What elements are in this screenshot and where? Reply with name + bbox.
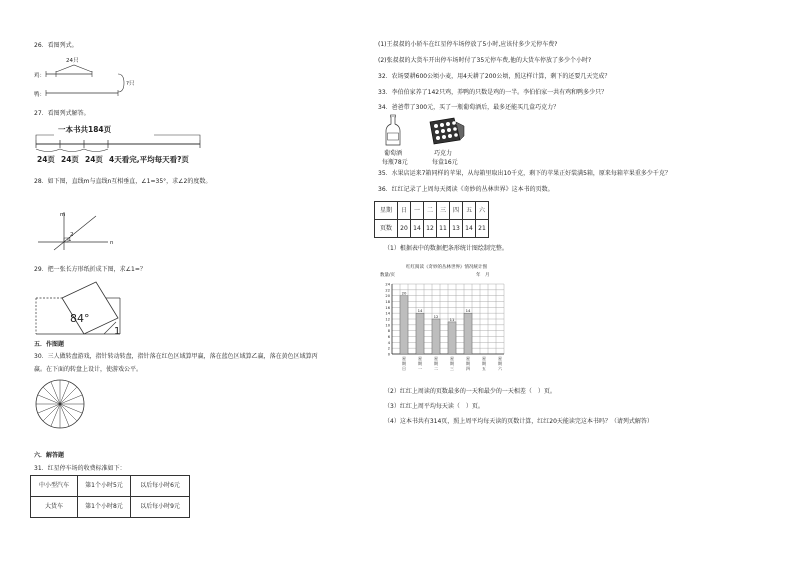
table-cell: 14	[411, 220, 424, 238]
reading-pages-table	[374, 201, 489, 238]
y-tick-label: 20	[385, 294, 390, 299]
table-cell: 星期	[375, 202, 398, 220]
table-cell: 11	[437, 220, 450, 238]
table-cell: 12	[424, 220, 437, 238]
q36-text: 36．红红记录了上周每天阅读《奇妙的丛林世界》这本书的页数。	[378, 186, 554, 193]
table-row	[31, 476, 190, 497]
table-cell: 页数	[375, 220, 398, 238]
y-tick-label: 6	[387, 335, 390, 339]
q36-part3: （3）红红上周平均每天读（ ）页。	[384, 403, 484, 410]
table-row	[31, 497, 190, 518]
chart-date-label: 年 月	[476, 273, 490, 278]
parking-fee-table	[30, 475, 190, 518]
y-tick-label: 4	[387, 340, 390, 345]
q26-text: 26．看图列式。	[34, 42, 78, 49]
q27-line-diagram	[34, 122, 214, 166]
x-tick-label: 一	[418, 366, 422, 371]
x-tick-label: 六	[498, 366, 502, 371]
section-6-heading: 六．解答题	[34, 452, 65, 459]
q27-text: 27．看图列式解答。	[34, 110, 90, 117]
chocolate-box-icon	[424, 116, 466, 146]
q26-chicken-label: 鸡：	[34, 73, 46, 79]
q27-seg-1: 24页	[37, 155, 55, 164]
y-tick-label: 0	[387, 352, 390, 357]
q32-text: 32．农场要耕600公顷小麦，用4天耕了200公顷，照这样计算，剩下的还要几天完成？	[378, 73, 611, 80]
table-cell: 二	[424, 202, 437, 220]
q31-part1: (1)王叔叔的小轿车在红星停车场停放了5小时,应该付多少元停车费?	[378, 41, 558, 48]
q30-line2: 赢。在下面的转盘上设计，使游戏公平。	[34, 366, 143, 373]
table-cell: 一	[411, 202, 424, 220]
q27-seg-4: 4天看完,平均每天看?页	[109, 155, 189, 164]
chart-y-axis-label: 数量/页	[380, 273, 396, 278]
q29-fold-diagram	[34, 278, 134, 340]
q35-text: 35．水果店运来7箱同样的苹果，从每箱里取出10千克，剩下的苹果正好装满5箱，原来每箱苹果重多少千克？	[378, 170, 671, 177]
table-cell: 四	[450, 202, 463, 220]
q26-top-label: 24只	[66, 58, 79, 64]
x-tick-label: 期	[402, 361, 406, 366]
q34-text: 34．爸爸带了300元，买了一瓶葡萄酒后，最多还能买几盒巧克力？	[378, 104, 560, 111]
x-tick-label: 期	[498, 361, 502, 366]
bar-data-label: 11	[449, 316, 455, 322]
x-tick-label: 星	[450, 356, 454, 361]
reading-bar-chart	[378, 258, 538, 382]
q29-angle-1: 1	[114, 326, 121, 337]
x-tick-label: 期	[466, 361, 470, 366]
bar-data-label: 14	[465, 308, 471, 314]
q28-angle-diagram	[34, 208, 124, 253]
x-tick-label: 期	[434, 361, 438, 366]
y-tick-label: 12	[385, 317, 390, 322]
x-tick-label: 星	[498, 356, 502, 361]
table-cell: 五	[463, 202, 476, 220]
bar-5	[464, 313, 472, 354]
q28-label-m: m	[60, 212, 66, 218]
chocolate-name: 巧克力	[434, 150, 453, 157]
table-cell: 第1个小时5元	[78, 476, 131, 497]
y-tick-label: 2	[387, 346, 390, 351]
x-tick-label: 五	[482, 366, 486, 371]
wine-bottle-icon	[384, 114, 402, 146]
x-tick-label: 二	[434, 366, 438, 371]
q26-side-label: ?只	[126, 81, 135, 87]
x-tick-label: 期	[482, 361, 486, 366]
q26-line-diagram	[34, 52, 144, 102]
table-cell: 13	[450, 220, 463, 238]
spinner-wheel	[34, 378, 86, 430]
wine-price: 每瓶78元	[382, 159, 408, 166]
chart-title: 红红阅读《奇妙的丛林世界》情况统计图	[406, 265, 487, 270]
x-tick-label: 星	[466, 356, 470, 361]
q29-angle-84: 84°	[70, 312, 90, 325]
table-cell: 中小型汽车	[31, 476, 78, 497]
y-tick-label: 8	[387, 329, 390, 334]
x-tick-label: 星	[434, 356, 438, 361]
q29-text: 29．把一张长方形纸折成下图，求∠1=？	[34, 266, 146, 273]
table-cell: 21	[476, 220, 489, 238]
q28-label-1: 1	[68, 237, 72, 243]
q26-duck-label: 鸭：	[34, 92, 46, 98]
table-cell: 三	[437, 202, 450, 220]
y-tick-label: 22	[385, 288, 390, 293]
x-tick-label: 星	[418, 356, 422, 361]
x-tick-label: 四	[466, 366, 470, 371]
wine-name: 葡萄酒	[384, 150, 403, 157]
q36-part4: （4）这本书共有314页，照上周平均每天读的页数计算，红红20天能读完这本书吗？（请列式解答）	[384, 418, 653, 425]
bar-4	[448, 322, 456, 354]
q31-part2: (2)张叔叔的大货车开出停车场时付了35元停车费,他的大货车停放了多少个小时?	[378, 57, 592, 64]
x-tick-label: 日	[402, 366, 406, 371]
table-cell: 以后每小时6元	[131, 476, 190, 497]
chocolate-price: 每盒16元	[432, 159, 458, 166]
q28-label-n: n	[110, 240, 114, 246]
table-row	[375, 202, 489, 220]
q28-label-2: 2	[70, 232, 74, 238]
y-tick-label: 18	[385, 300, 390, 304]
y-tick-label: 14	[385, 311, 390, 316]
table-cell: 20	[398, 220, 411, 238]
table-cell: 六	[476, 202, 489, 220]
bar-1	[400, 296, 408, 354]
y-tick-label: 24	[385, 282, 390, 287]
q30-line1: 30．三人做转盘游戏，指针转动转盘，指针落在红色区域算甲赢，落在蓝色区域算乙赢，落在黄色区域算丙	[34, 353, 318, 360]
table-cell: 日	[398, 202, 411, 220]
y-tick-label: 16	[385, 305, 390, 310]
q27-book-total: 一本书共184页	[58, 125, 112, 134]
x-tick-label: 星	[482, 356, 486, 361]
q36-part1: （1）根据表中的数据把条形统计图绘制完整。	[384, 245, 508, 252]
q27-seg-2: 24页	[61, 155, 79, 164]
x-tick-label: 三	[450, 366, 454, 371]
table-cell: 大货车	[31, 497, 78, 518]
x-tick-label: 期	[418, 361, 422, 366]
q36-part2: （2）红红上周读的页数最多的一天和最少的一天相差（ ）页。	[384, 388, 556, 395]
x-tick-label: 星	[402, 356, 406, 361]
q31-text: 31．红星停车场的收费标准如下：	[34, 465, 126, 472]
bar-2	[416, 313, 424, 354]
y-tick-label: 10	[385, 323, 390, 328]
bar-3	[432, 319, 440, 354]
q28-text: 28．如下图，直线m与直线n互相垂直，∠1=35°，求∠2的度数。	[34, 178, 212, 185]
table-cell: 第1个小时8元	[78, 497, 131, 518]
x-tick-label: 期	[450, 361, 454, 366]
q27-seg-3: 24页	[85, 155, 103, 164]
bar-data-label: 20	[401, 290, 407, 296]
bar-data-label: 12	[433, 314, 439, 319]
table-cell: 以后每小时9元	[131, 497, 190, 518]
table-cell: 14	[463, 220, 476, 238]
table-row	[375, 220, 489, 238]
bar-data-label: 14	[417, 308, 423, 314]
q33-text: 33．李伯伯家养了142只鸡，养鸭的只数是鸡的一半。李伯伯家一共有鸡和鸭多少只？	[378, 89, 608, 96]
section-5-heading: 五．作图题	[34, 341, 65, 348]
